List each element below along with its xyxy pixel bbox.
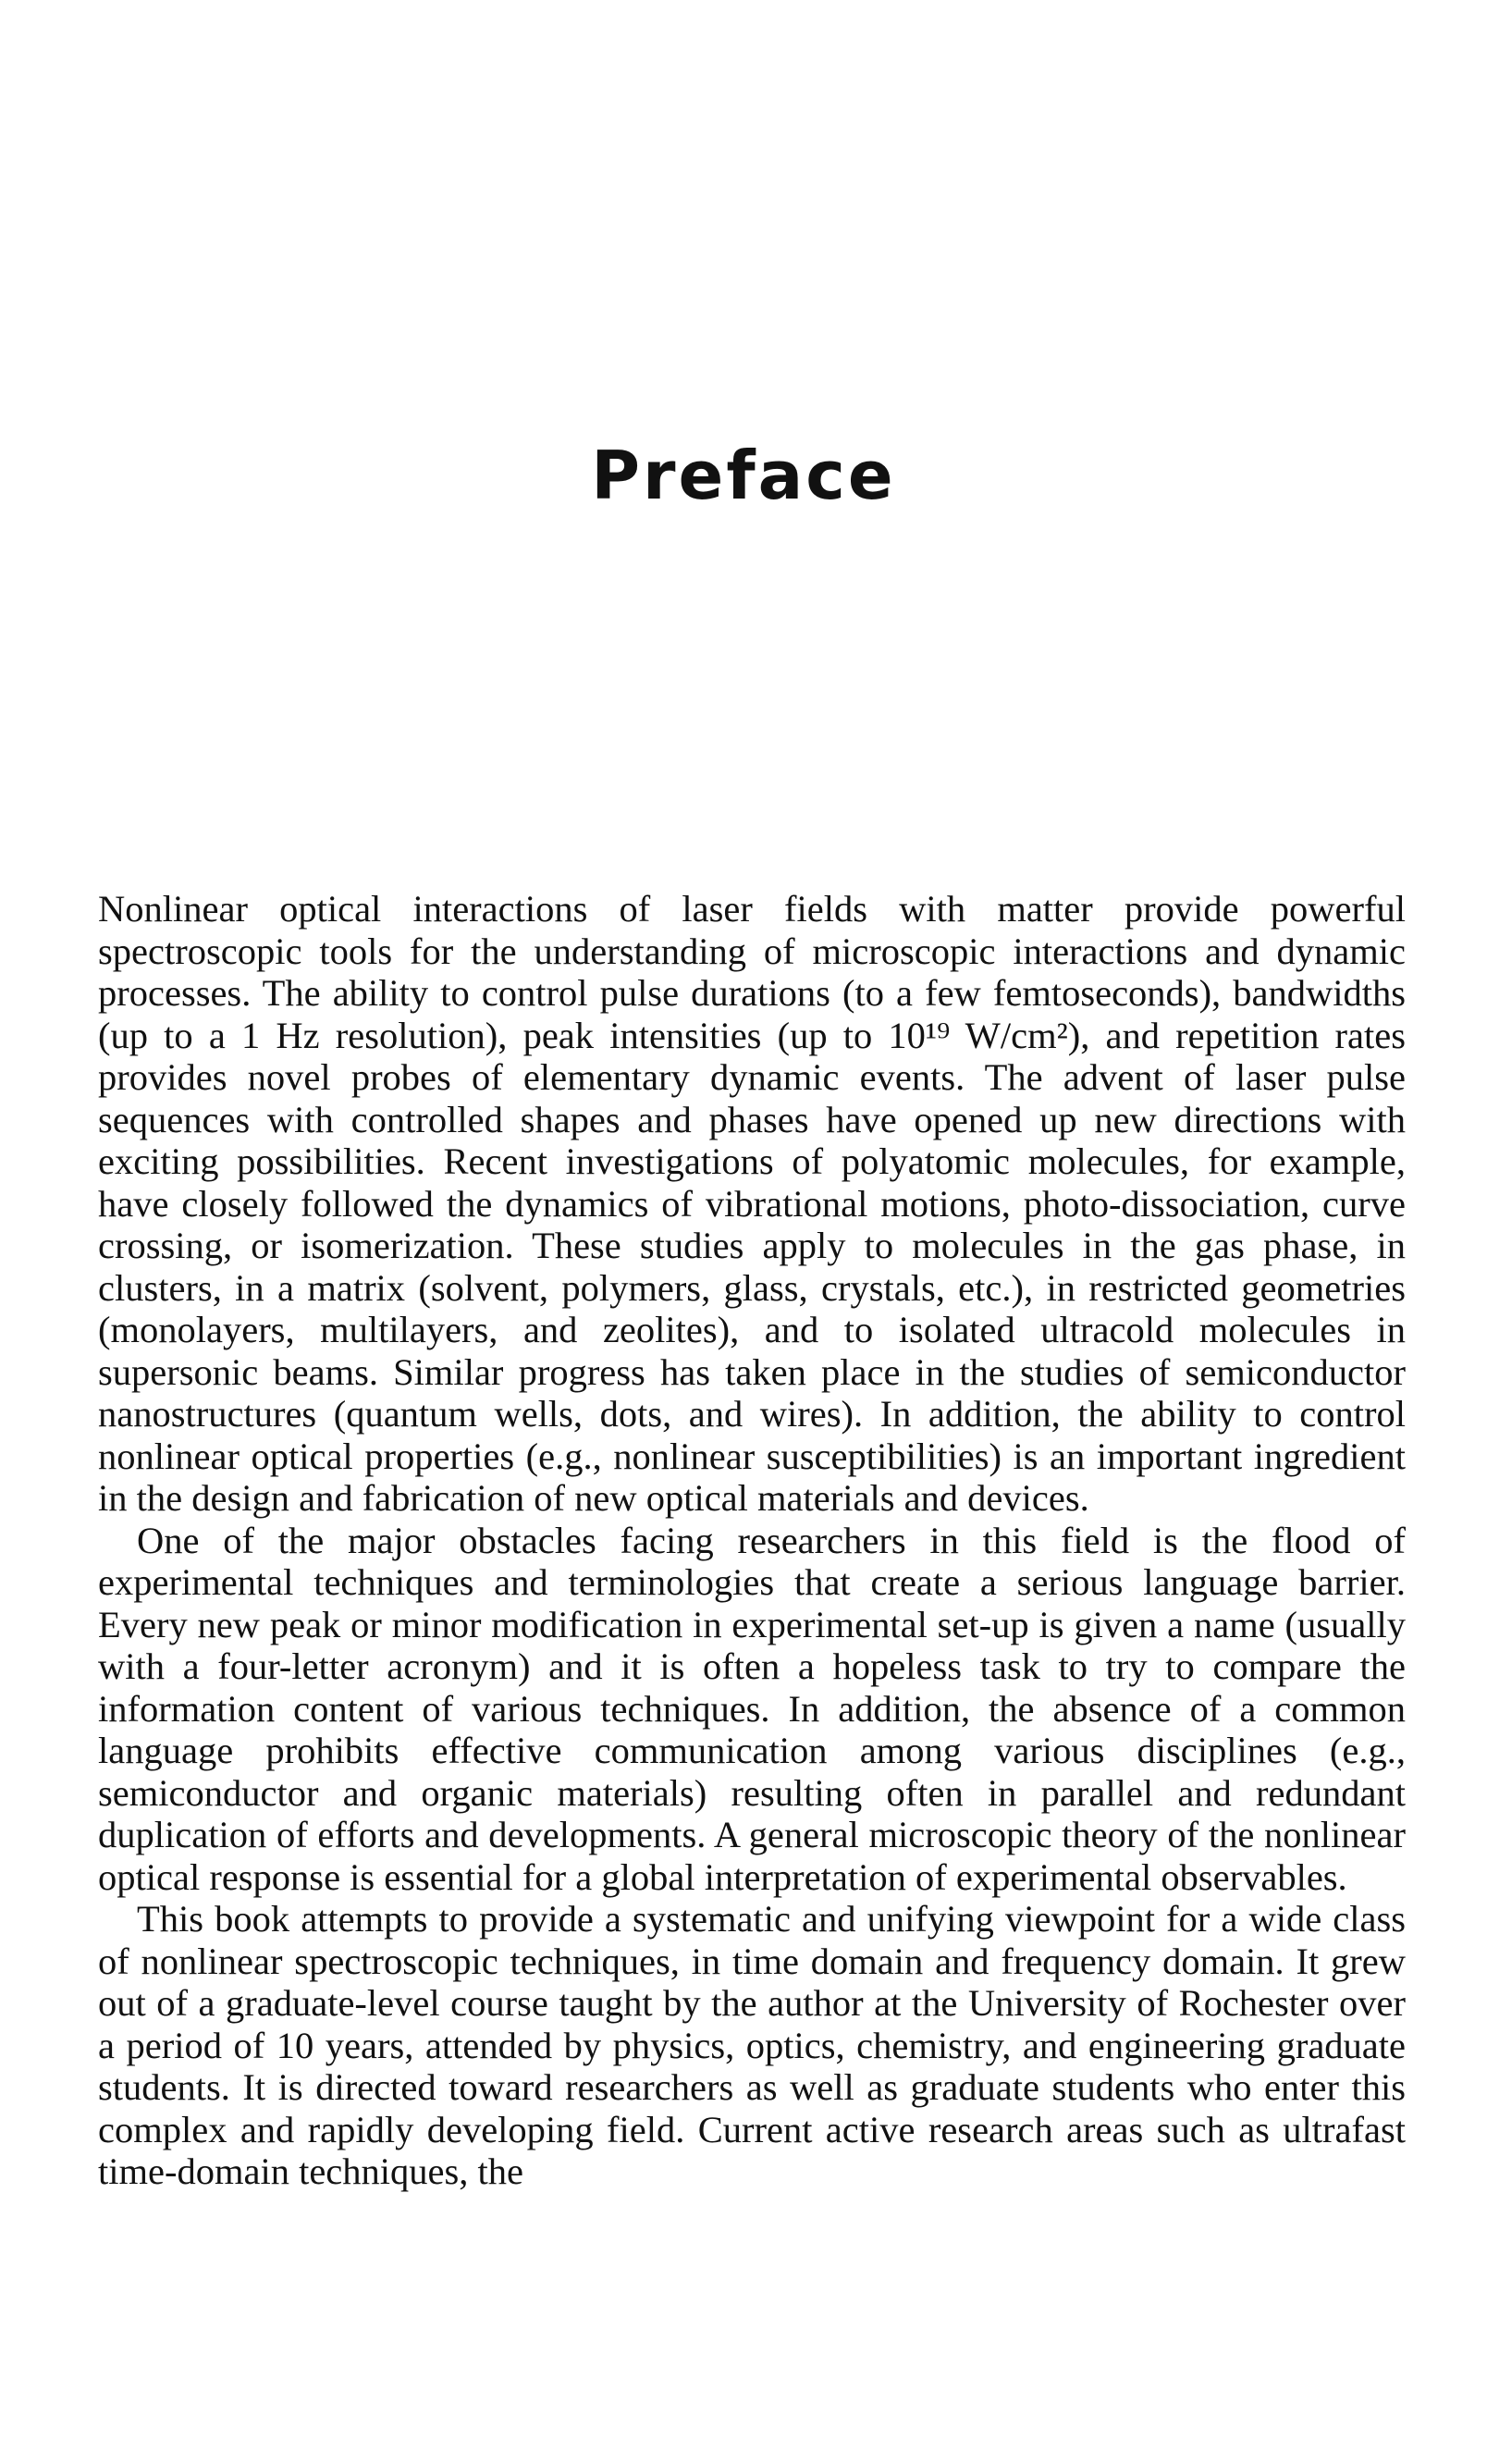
paragraph-2: One of the major obstacles facing researchers in this field is the flood of experimental techniques and terminologies that create a serious language barrier. Every new peak or minor modification in experimental set-up is given a name (usually with a four-letter acronym) and it is often a hopeless task to try to compare the information content of various techniques. In addition, the absence of a common language prohibits effective communication among various disciplines (e.g., semiconductor and organic materials) resulting often in parallel and redundant duplication of efforts and developments. A general microscopic theory of the nonlinear optical response is essential for a global interpretation of experimental observables.	[98, 1519, 1406, 1898]
paragraph-3: This book attempts to provide a systematic and unifying viewpoint for a wide class of nonlinear spectroscopic techniques, in time domain and frequency domain. It grew out of a graduate-level course taught by the author at the University of Rochester over a period of 10 years, attended by physics, optics, chemistry, and engineering graduate students. It is directed toward researchers as well as graduate students who enter this complex and rapidly developing field. Current active research areas such as ultrafast time-domain techniques, the	[98, 1898, 1406, 2192]
page-title: Preface	[591, 437, 896, 514]
preface-body	[98, 888, 1406, 2193]
paragraph-1: Nonlinear optical interactions of laser fields with matter provide powerful spectroscopic tools for the understanding of microscopic interactions and dynamic processes. The ability to control pulse durations (to a few femtoseconds), bandwidths (up to a 1 Hz resolution), peak intensities (up to 10¹⁹ W/cm²), and repetition rates provides novel probes of elementary dynamic events. The advent of laser pulse sequences with controlled shapes and phases have opened up new directions with exciting possibilities. Recent investigations of polyatomic molecules, for example, have closely followed the dynamics of vibrational motions, photo-dissociation, curve crossing, or isomerization. These studies apply to molecules in the gas phase, in clusters, in a matrix (solvent, polymers, glass, crystals, etc.), in restricted geometries (monolayers, multilayers, and zeolites), and to isolated ultracold molecules in supersonic beams. Similar progress has taken place in the studies of semiconductor nanostructures (quantum wells, dots, and wires). In addition, the ability to control nonlinear optical properties (e.g., nonlinear susceptibilities) is an important ingredient in the design and fabrication of new optical materials and devices.	[98, 888, 1406, 1519]
